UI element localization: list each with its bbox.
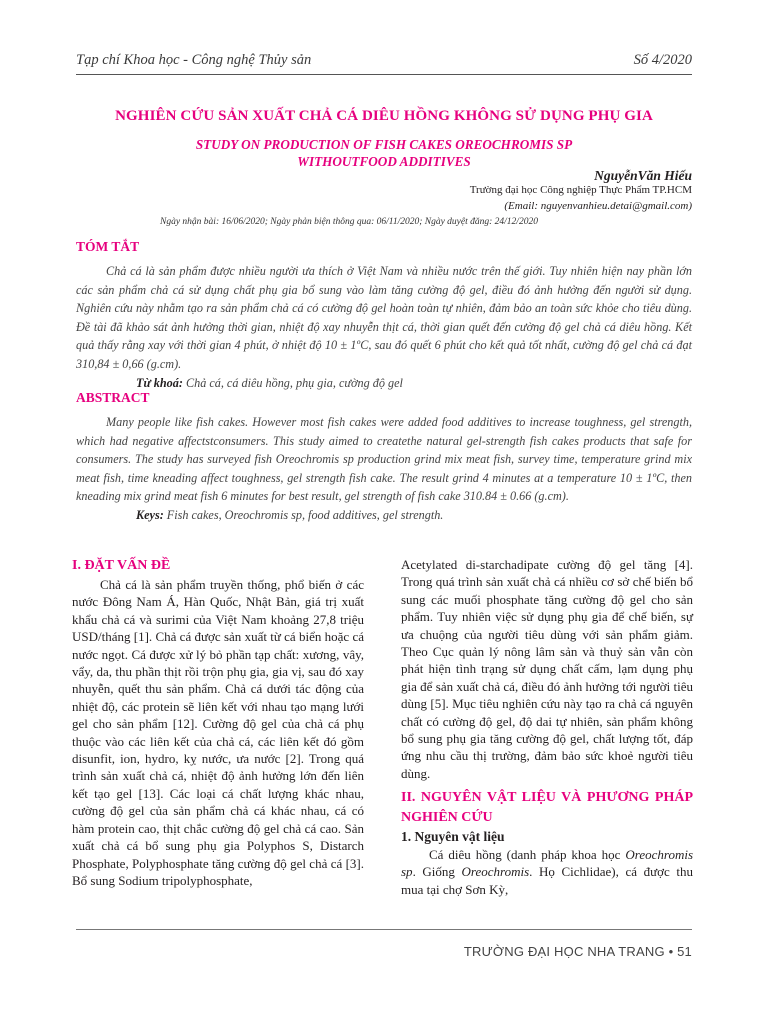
genus-name: Oreochromis bbox=[461, 864, 530, 880]
article-title-english bbox=[76, 136, 692, 170]
footer-rule bbox=[76, 929, 692, 930]
materials-text-a: Cá diêu hồng (danh pháp khoa học bbox=[429, 846, 626, 862]
author-email: (Email: nguyenvanhieu.detai@gmail.com) bbox=[504, 199, 692, 212]
page-footer: TRƯỜNG ĐẠI HỌC NHA TRANG • 51 bbox=[463, 944, 692, 959]
section-1-paragraph-1: Chả cá là sản phẩm truyền thống, phổ biến ở các nước Đông Nam Á, Hàn Quốc, Nhật Bản, giá trị xuất khẩu chả cá và surimi của Việt Nam khoảng 27,8 triệu USD/tháng [1]. Chả cá được sản xuất từ cá biển hoặc cá nước ngọt. Cá được xử lý bỏ phần tạp chất: xương, vây, vẩy, da, thu phần thịt rồi trộn phụ gia, gia vị, sau đó xay nhuyễn, quết thu sản phẩm. Chả cá dưới tác động của nhiệt độ, các protein sẽ liên kết với nhau tạo mạng lưới gel cho sản phẩm [12]. Cường độ gel của chả cá phụ thuộc vào các liên kết của chả cá, các liên kết đó gồm disunfit, ion, hydro, kỵ nước, ưa nước [2]. Trong quá trình sản xuất chả cá, nhiệt độ ảnh hưởng lớn đến liên kết tạo gel [13]. Các loại cá chất lượng khác nhau, cường độ gel của sản phẩm chả cá khác nhau, cá có hàm protein cao, thịt chắc cường độ gel chả cá cao. Sản xuất chả cá bổ sung phụ gia Polyphos S, Distarch Phosphate, Polyphosphate tăng cường độ gel chả cá [3]. Bổ sung Sodium tripolyphosphate, bbox=[72, 577, 364, 888]
title-en-line-2: WITHOUTFOOD ADDITIVES bbox=[297, 154, 471, 169]
header-rule bbox=[76, 74, 692, 75]
tomtat-block bbox=[76, 262, 692, 392]
left-column bbox=[72, 556, 364, 889]
article-dates: Ngày nhận bài: 16/06/2020; Ngày phản biện thông qua: 06/11/2020; Ngày duyệt đăng: 24/12/2020 bbox=[160, 217, 538, 227]
author-name: NguyễnVăn Hiếu bbox=[594, 168, 692, 183]
section-1-heading: I. ĐẶT VẤN ĐỀ bbox=[72, 558, 171, 573]
journal-name: Tạp chí Khoa học - Công nghệ Thủy sản bbox=[76, 52, 312, 68]
tomtat-keywords bbox=[76, 374, 692, 393]
abstract-heading: ABSTRACT bbox=[76, 390, 150, 405]
affiliation-text: Trường đại học Công nghiệp Thực Phẩm TP.HCM bbox=[469, 184, 692, 196]
abstract-keywords-label: Keys: bbox=[136, 507, 164, 522]
materials-text-c: . Giống bbox=[412, 864, 462, 880]
article-title-vietnamese: NGHIÊN CỨU SẢN XUẤT CHẢ CÁ DIÊU HỒNG KHÔNG SỬ DỤNG PHỤ GIA bbox=[115, 108, 653, 124]
section-2-heading: II. NGUYÊN VẬT LIỆU VÀ PHƯƠNG PHÁP NGHIÊN CỨU bbox=[401, 790, 693, 826]
section-1-paragraph-2: Acetylated di-starchadipate cường độ gel tăng [4]. Trong quá trình sản xuất chả cá nhiều cơ sở chế biến bổ sung các muối phosphate tăng cường độ gel cho sản phẩm. Tuy nhiên việc sử dụng phụ gia để chế biến, sự ưa chuộng của người tiêu dùng với sản phẩm giảm. Theo Cục quản lý nông lâm sản và thuỷ sản vẫn còn phát hiện tình trạng sử dụng chất cấm, lạm dụng phụ gia để sản xuất chả cá, điều đó ảnh hưởng tới người tiêu dùng [5]. Mục tiêu nghiên cứu này tạo ra chả cá nguyên chất có cường độ gel, độ dai tự nhiên, sản phẩm không bổ sung phụ gia tăng cường độ gel, chất lượng tốt, đáp ứng nhu cầu thị trường, đảm bảo sức khoẻ người tiêu dùng. bbox=[401, 557, 693, 781]
tomtat-keywords-text: Chả cá, cá diêu hồng, phụ gia, cường độ gel bbox=[182, 375, 403, 390]
abstract-body: Many people like fish cakes. However most fish cakes were added food additives to increase toughness, gel strength, which had negative affectstconsumers. This study aimed to createthe natural gel-strength fish cakes products that safe for consumers. The study has surveyed fish Oreochromis sp production grind mix meat fish, survey time, temperature grind mix meat fish, time kneading affect toughness, gel strength fish cake. The result grind 4 minutes at a temperature 10 ± 1ºC, then kneading mix grind meat fish 6 minutes for best result, gel strength of fish cake 310.84 ± 0.66 (g.cm). bbox=[76, 415, 692, 504]
right-column bbox=[401, 556, 693, 898]
section-2-paragraph-1 bbox=[401, 846, 693, 898]
abstract-keywords bbox=[76, 506, 692, 525]
title-en-line-1: STUDY ON PRODUCTION OF FISH CAKES OREOCHROMIS SP bbox=[195, 137, 573, 152]
abstract-keywords-text: Fish cakes, Oreochromis sp, food additives, gel strength. bbox=[163, 507, 444, 522]
tomtat-keywords-label: Từ khoá: bbox=[136, 375, 183, 390]
subsection-1-heading: 1. Nguyên vật liệu bbox=[401, 829, 505, 845]
species-name: Oreochromis sp bbox=[401, 846, 693, 880]
materials-text-e: . Họ Cichlidae), cá được thu mua tại chợ Sơn Kỳ, bbox=[401, 864, 693, 897]
abstract-block bbox=[76, 413, 692, 525]
author-affiliation bbox=[470, 183, 692, 214]
issue-number: Số 4/2020 bbox=[633, 52, 692, 68]
tomtat-heading: TÓM TẮT bbox=[76, 239, 140, 254]
tomtat-body: Chả cá là sản phẩm được nhiều người ưa thích ở Việt Nam và nhiều nước trên thế giới. Tuy nhiên hiện nay phần lớn các sản phẩm chả cá sử dụng chất phụ gia bổ sung vào làm tăng cường độ gel, điều đó ảnh hưởng đến người sử dụng. Nghiên cứu này nhằm tạo ra sản phẩm chả cá có cường độ gel hoàn toàn tự nhiên, đảm bảo an toàn sức khỏe cho tiêu dùng. Đề tài đã khảo sát ảnh hưởng thời gian, nhiệt độ xay nhuyễn thịt cá, thời gian quết đến cường độ gel chả cá diêu hồng. Kết quả thấy rằng xay với thời gian 4 phút, ở nhiệt độ 10 ± 1ºC, sau đó quết 6 phút cho kết quả tốt nhất, cường độ gel chả cá đạt 310,84 ± 0,66 (g.cm). bbox=[76, 264, 692, 371]
